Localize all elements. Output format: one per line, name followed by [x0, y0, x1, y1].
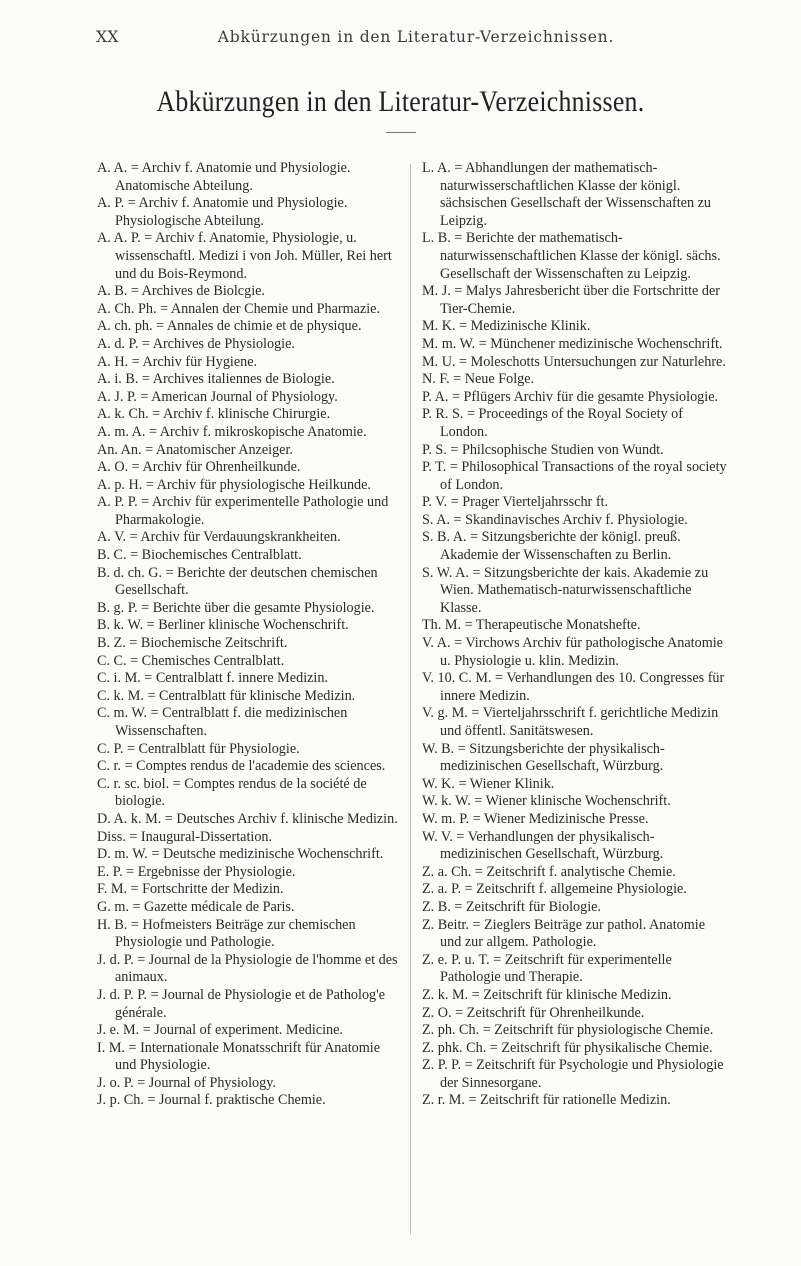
abbreviation-entry: P. R. S. = Proceedings of the Royal Society of London. — [422, 406, 683, 440]
abbreviation-entry: Z. Beitr. = Zieglers Beiträge zur pathol. Anatomie und zur allgem. Pathologie. — [422, 916, 706, 951]
abbreviation-entry: Z. P. P. = Zeitschrift für Psychologie und Physiologie der Sinnesorgane. — [422, 1057, 724, 1091]
page-number: XX — [96, 28, 119, 46]
abbreviation-entry: B. k. W. = Berliner klinische Wochenschrift. — [97, 617, 349, 634]
abbreviation-entry: A. m. A. = Archiv f. mikroskopische Anatomie. — [97, 423, 367, 440]
abbreviation-entry: Th. M. = Therapeutische Monatshefte. — [422, 617, 641, 634]
abbreviation-entry: J. p. Ch. = Journal f. praktische Chemie. — [97, 1092, 326, 1109]
abbreviation-entry: H. B. = Hofmeisters Beiträge zur chemischen Physiologie und Pathologie. — [97, 916, 356, 951]
abbreviation-entry: Z. a. Ch. = Zeitschrift f. analytische Chemie. — [422, 863, 676, 880]
abbreviation-entry: A. ch. ph. = Annales de chimie et de physique. — [97, 318, 362, 335]
abbreviation-entry: Z. r. M. = Zeitschrift für rationelle Medizin. — [422, 1092, 671, 1109]
abbreviation-entry: A. H. = Archiv für Hygiene. — [97, 353, 258, 370]
abbreviation-entry: P. V. = Prager Vierteljahrsschr ft. — [422, 494, 609, 511]
abbreviation-entry: S. A. = Skandinavisches Archiv f. Physiologie. — [422, 511, 688, 528]
abbreviation-entry: A. d. P. = Archives de Physiologie. — [97, 335, 295, 352]
abbreviation-entry: J. d. P. P. = Journal de Physiologie et de Patholog'e générale. — [97, 986, 385, 1021]
abbreviation-entry: A. V. = Archiv für Verdauungskrankheiten. — [97, 529, 341, 546]
abbreviation-entry: C. i. M. = Centralblatt f. innere Medizin. — [97, 670, 329, 687]
abbreviation-entry: N. F. = Neue Folge. — [422, 371, 535, 388]
abbreviation-entry: A. p. H. = Archiv für physiologische Heilkunde. — [97, 476, 371, 493]
abbreviation-entry: W. m. P. = Wiener Medizinische Presse. — [422, 810, 649, 827]
abbreviation-entry: M. K. = Medizinische Klinik. — [422, 318, 591, 335]
abbreviation-entry: C. k. M. = Centralblatt für klinische Medizin. — [97, 687, 356, 704]
abbreviation-entry: C. r. sc. biol. = Comptes rendus de la société de biologie. — [97, 775, 367, 810]
abbreviation-entry: Z. a. P. = Zeitschrift f. allgemeine Physiologie. — [422, 881, 687, 898]
column-divider — [410, 164, 411, 1234]
abbreviation-entry: B. Z. = Biochemische Zeitschrift. — [97, 635, 288, 652]
abbreviation-entry: D. A. k. M. = Deutsches Archiv f. klinische Medizin. — [97, 810, 398, 827]
abbreviation-entry: J. o. P. = Journal of Physiology. — [97, 1074, 276, 1091]
running-head — [96, 28, 736, 50]
abbreviation-entry: B. g. P. = Berichte über die gesamte Physiologie. — [97, 599, 375, 616]
abbreviation-entry: J. d. P. = Journal de la Physiologie de l'homme et des animaux. — [97, 951, 398, 986]
abbreviation-entry: Z. ph. Ch. = Zeitschrift für physiologische Chemie. — [422, 1022, 714, 1039]
abbreviation-entry: A. B. = Archives de Biolcgie. — [97, 283, 265, 300]
abbreviation-entry: C. r. = Comptes rendus de l'academie des sciences. — [97, 758, 386, 775]
abbreviation-entry: L. A. = Abhandlungen der mathematisch-naturwisserschaftlichen Klasse der königl. sächsischen Gesellschaft der Wissenschaften zu Leipzig. — [422, 160, 711, 229]
right-column — [422, 160, 727, 1110]
abbreviation-entry: M. m. W. = Münchener medizinische Wochenschrift. — [422, 335, 723, 352]
title-rule — [386, 132, 416, 133]
abbreviation-entry: A. J. P. = American Journal of Physiology. — [97, 388, 338, 405]
abbreviation-entry: P. T. = Philosophical Transactions of the royal society of London. — [422, 459, 727, 493]
abbreviation-entry: J. e. M. = Journal of experiment. Medicine. — [97, 1022, 343, 1039]
abbreviation-entry: B. d. ch. G. = Berichte der deutschen chemischen Gesellschaft. — [97, 564, 378, 599]
abbreviation-entry: D. m. W. = Deutsche medizinische Wochenschrift. — [97, 846, 384, 863]
abbreviation-entry: P. S. = Philcsophische Studien von Wundt. — [422, 441, 664, 458]
abbreviation-entry: M. U. = Moleschotts Untersuchungen zur Naturlehre. — [422, 353, 726, 370]
abbreviation-entry: P. A. = Pflügers Archiv für die gesamte Physiologie. — [422, 388, 719, 405]
left-column — [97, 160, 402, 1110]
abbreviation-entry: V. A. = Virchows Archiv für pathologische Anatomie u. Physiologie u. klin. Medizin. — [422, 635, 723, 669]
abbreviation-entry: Z. e. P. u. T. = Zeitschrift für experimentelle Pathologie und Therapie. — [422, 951, 672, 986]
abbreviation-entry: Z. phk. Ch. = Zeitschrift für physikalische Chemie. — [422, 1039, 713, 1056]
abbreviation-entry: S. B. A. = Sitzungsberichte der königl. preuß. Akademie der Wissenschaften zu Berlin. — [422, 529, 681, 564]
abbreviation-entry: W. K. = Wiener Klinik. — [422, 775, 555, 792]
abbreviation-entry: L. B. = Berichte der mathematisch-naturwissenschaftlichen Klasse der königl. sächs. Gesellschaft der Wissenschaften zu Leipzig. — [422, 230, 721, 282]
abbreviation-entry: Z. B. = Zeitschrift für Biologie. — [422, 898, 602, 915]
abbreviation-entry: W. k. W. = Wiener klinische Wochenschrift. — [422, 793, 671, 810]
abbreviation-entry: A. i. B. = Archives italiennes de Biologie. — [97, 371, 335, 388]
abbreviation-entry: A. P. P. = Archiv für experimentelle Pathologie und Pharmakologie. — [97, 494, 389, 528]
abbreviation-entry: A. k. Ch. = Archiv f. klinische Chirurgie. — [97, 406, 331, 423]
abbreviation-entry: Z. k. M. = Zeitschrift für klinische Medizin. — [422, 986, 672, 1003]
running-head-title: Abkürzungen in den Literatur-Verzeichnissen. — [217, 28, 615, 46]
abbreviation-entry: W. V. = Verhandlungen der physikalisch-medizinischen Gesellschaft, Würzburg. — [422, 828, 664, 863]
abbreviation-entry: A. A. = Archiv f. Anatomie und Physiologie. Anatomische Abteilung. — [97, 160, 351, 194]
abbreviation-entry: G. m. = Gazette médicale de Paris. — [97, 898, 295, 915]
abbreviation-columns — [97, 160, 737, 1240]
abbreviation-entry: Diss. = Inaugural-Dissertation. — [97, 828, 273, 845]
abbreviation-entry: C. C. = Chemisches Centralblatt. — [97, 652, 285, 669]
abbreviation-entry: F. M. = Fortschritte der Medizin. — [97, 881, 284, 898]
abbreviation-entry: C. m. W. = Centralblatt f. die medizinischen Wissenschaften. — [97, 705, 348, 739]
abbreviation-entry: S. W. A. = Sitzungsberichte der kais. Akademie zu Wien. Mathematisch-naturwissenschaftliche Klasse. — [422, 564, 709, 616]
abbreviation-entry: B. C. = Biochemisches Centralblatt. — [97, 547, 302, 564]
page-title: Abkürzungen in den Literatur-Verzeichnissen. — [156, 85, 645, 118]
abbreviation-entry: A. O. = Archiv für Ohrenheilkunde. — [97, 459, 301, 476]
abbreviation-entry: Z. O. = Zeitschrift für Ohrenheilkunde. — [422, 1004, 645, 1021]
abbreviation-entry: A. Ch. Ph. = Annalen der Chemie und Pharmazie. — [97, 300, 381, 317]
abbreviation-entry: M. J. = Malys Jahresbericht über die Fortschritte der Tier-Chemie. — [422, 283, 720, 317]
abbreviation-entry: An. An. = Anatomischer Anzeiger. — [97, 441, 293, 458]
abbreviation-entry: C. P. = Centralblatt für Physiologie. — [97, 740, 300, 757]
abbreviation-entry: A. A. P. = Archiv f. Anatomie, Physiologie, u. wissenschaftl. Medizi i von Joh. Müller, Rei hert und du Bois-Reymond. — [97, 230, 392, 282]
abbreviation-entry: I. M. = Internationale Monatsschrift für Anatomie und Physiologie. — [97, 1039, 381, 1074]
abbreviation-entry: V. 10. C. M. = Verhandlungen des 10. Congresses für innere Medizin. — [422, 670, 725, 704]
abbreviation-entry: W. B. = Sitzungsberichte der physikalisch-medizinischen Gesellschaft, Würzburg. — [422, 740, 665, 775]
abbreviation-entry: E. P. = Ergebnisse der Physiologie. — [97, 863, 296, 880]
abbreviation-entry: A. P. = Archiv f. Anatomie und Physiologie. Physiologische Abteilung. — [97, 195, 348, 229]
abbreviation-entry: V. g. M. = Vierteljahrsschrift f. gerichtliche Medizin und öffentl. Sanitätswesen. — [422, 705, 719, 739]
